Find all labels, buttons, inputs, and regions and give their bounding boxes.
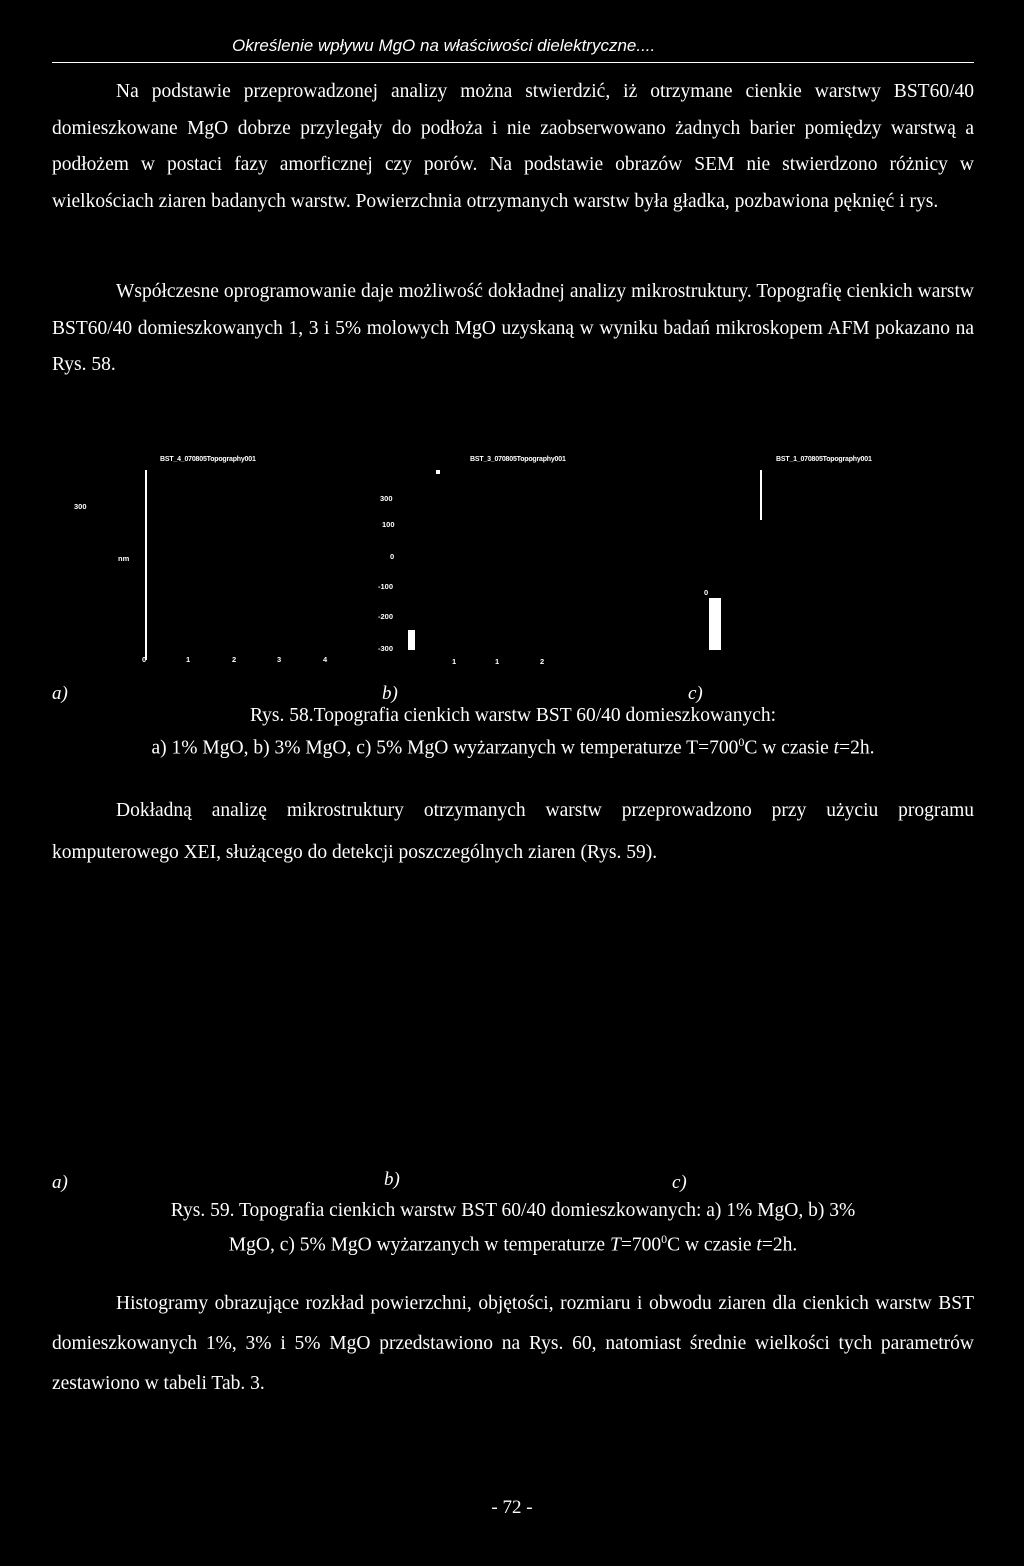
panel-b-title: BST_3_070805Topography001 xyxy=(470,456,566,463)
scale-minus-300: -300 xyxy=(378,644,394,653)
panel-a-xtick-1: 1 xyxy=(186,655,191,664)
panel-b-xtick-1: 1 xyxy=(495,657,500,666)
panel-b-xtick-2: 2 xyxy=(540,657,545,666)
fig59-caption-line1: Rys. 59. Topografia cienkich warstw BST 60/40 domieszkowanych: a) 1% MgO, b) 3% xyxy=(170,1200,856,1221)
panel-c-title: BST_1_070805Topography001 xyxy=(776,456,872,463)
header-rule xyxy=(52,62,974,63)
panel-a-xtick-3: 3 xyxy=(277,655,282,664)
fig58-caption-line2: a) 1% MgO, b) 3% MgO, c) 5% MgO wyżarzanych w temperaturze $T=700^0C$ w czasie t=2h. xyxy=(151,735,875,759)
fig59-caption-line2: MgO, c) 5% MgO wyżarzanych w temperaturze $T=700^0C$ w czasie t=2h. xyxy=(228,1232,798,1256)
scale-100: 100 xyxy=(382,520,395,529)
scale-minus-200: -200 xyxy=(378,612,394,621)
fig59-label-b: b) xyxy=(384,1169,400,1190)
paragraph-1 xyxy=(52,74,974,220)
paragraph-3 xyxy=(52,790,974,874)
scale-300: 300 xyxy=(380,494,393,503)
fig58-label-c: c) xyxy=(688,683,703,704)
fig59-label-a: a) xyxy=(52,1172,68,1193)
panel-b-xtick-0: 1 xyxy=(452,657,457,666)
fig59-label-c: c) xyxy=(672,1172,687,1193)
panel-a-y-unit: nm xyxy=(118,554,130,563)
scale-bar xyxy=(408,630,415,650)
fig58-label-b: b) xyxy=(382,683,398,704)
scale-0: 0 xyxy=(390,552,395,561)
panel-a-xtick-0: 0 xyxy=(142,655,147,664)
figure-59 xyxy=(0,880,1024,1193)
panel-c-y-axis xyxy=(760,470,762,520)
panel-a-scale-top: 300 xyxy=(74,502,87,511)
running-header: Określenie wpływu MgO na właściwości dielektryczne.... xyxy=(232,36,656,55)
scale-minus-100: -100 xyxy=(378,582,394,591)
panel-a-title: BST_4_070805Topography001 xyxy=(160,456,256,463)
panel-a-xtick-2: 2 xyxy=(232,655,237,664)
panel-c-bar xyxy=(709,598,721,650)
paragraph-1-text: Na podstawie przeprowadzonej analizy można stwierdzić, iż otrzymane cienkie warstwy BST60/40 domieszkowane MgO dobrze przylegały do podłoża i nie zaobserwowano żadnych barier pomiędzy warstwą a podłożem w postaci fazy amorficznej czy porów. Na podstawie obrazów SEM nie stwierdzono różnicy w wielkościach ziaren badanych warstw. Powierzchnia otrzymanych warstw była gładka, pozbawiona pęknięć i rys. xyxy=(52,81,974,212)
figure-58 xyxy=(0,440,1024,704)
panel-a-xtick-4: 4 xyxy=(323,655,328,664)
panel-a-y-axis xyxy=(145,470,147,660)
paragraph-2-text: Współczesne oprogramowanie daje możliwość dokładnej analizy mikrostruktury. Topografię cienkich warstw BST60/40 domieszkowanych 1, 3 i 5% molowych MgO uzyskaną w wyniku badań mikroskopem AFM pokazano na Rys. 58. xyxy=(52,281,974,375)
fig58-label-a: a) xyxy=(52,683,68,704)
paragraph-4 xyxy=(52,1284,974,1404)
figure-58-caption xyxy=(52,702,974,762)
panel-c-tick-0: 0 xyxy=(704,588,709,597)
page-number: - 72 - xyxy=(491,1497,533,1518)
paragraph-4-text: Histogramy obrazujące rozkład powierzchni, objętości, rozmiaru i obwodu ziaren dla cienkich warstw BST domieszkowanych 1%, 3% i 5% MgO przedstawiono na Rys. 60, natomiast średnie wielkości tych parametrów zestawiono w tabeli Tab. 3. xyxy=(52,1293,974,1394)
paragraph-3-text: Dokładną analizę mikrostruktury otrzymanych warstw przeprowadzono przy użyciu programu komputerowego XEI, służącego do detekcji poszczególnych ziaren (Rys. 59). xyxy=(52,800,974,863)
figure-59-caption xyxy=(52,1197,974,1260)
paragraph-2 xyxy=(52,274,974,384)
panel-b-marker xyxy=(436,470,440,474)
fig58-caption-line1: Rys. 58.Topografia cienkich warstw BST 60/40 domieszkowanych: xyxy=(249,705,777,726)
